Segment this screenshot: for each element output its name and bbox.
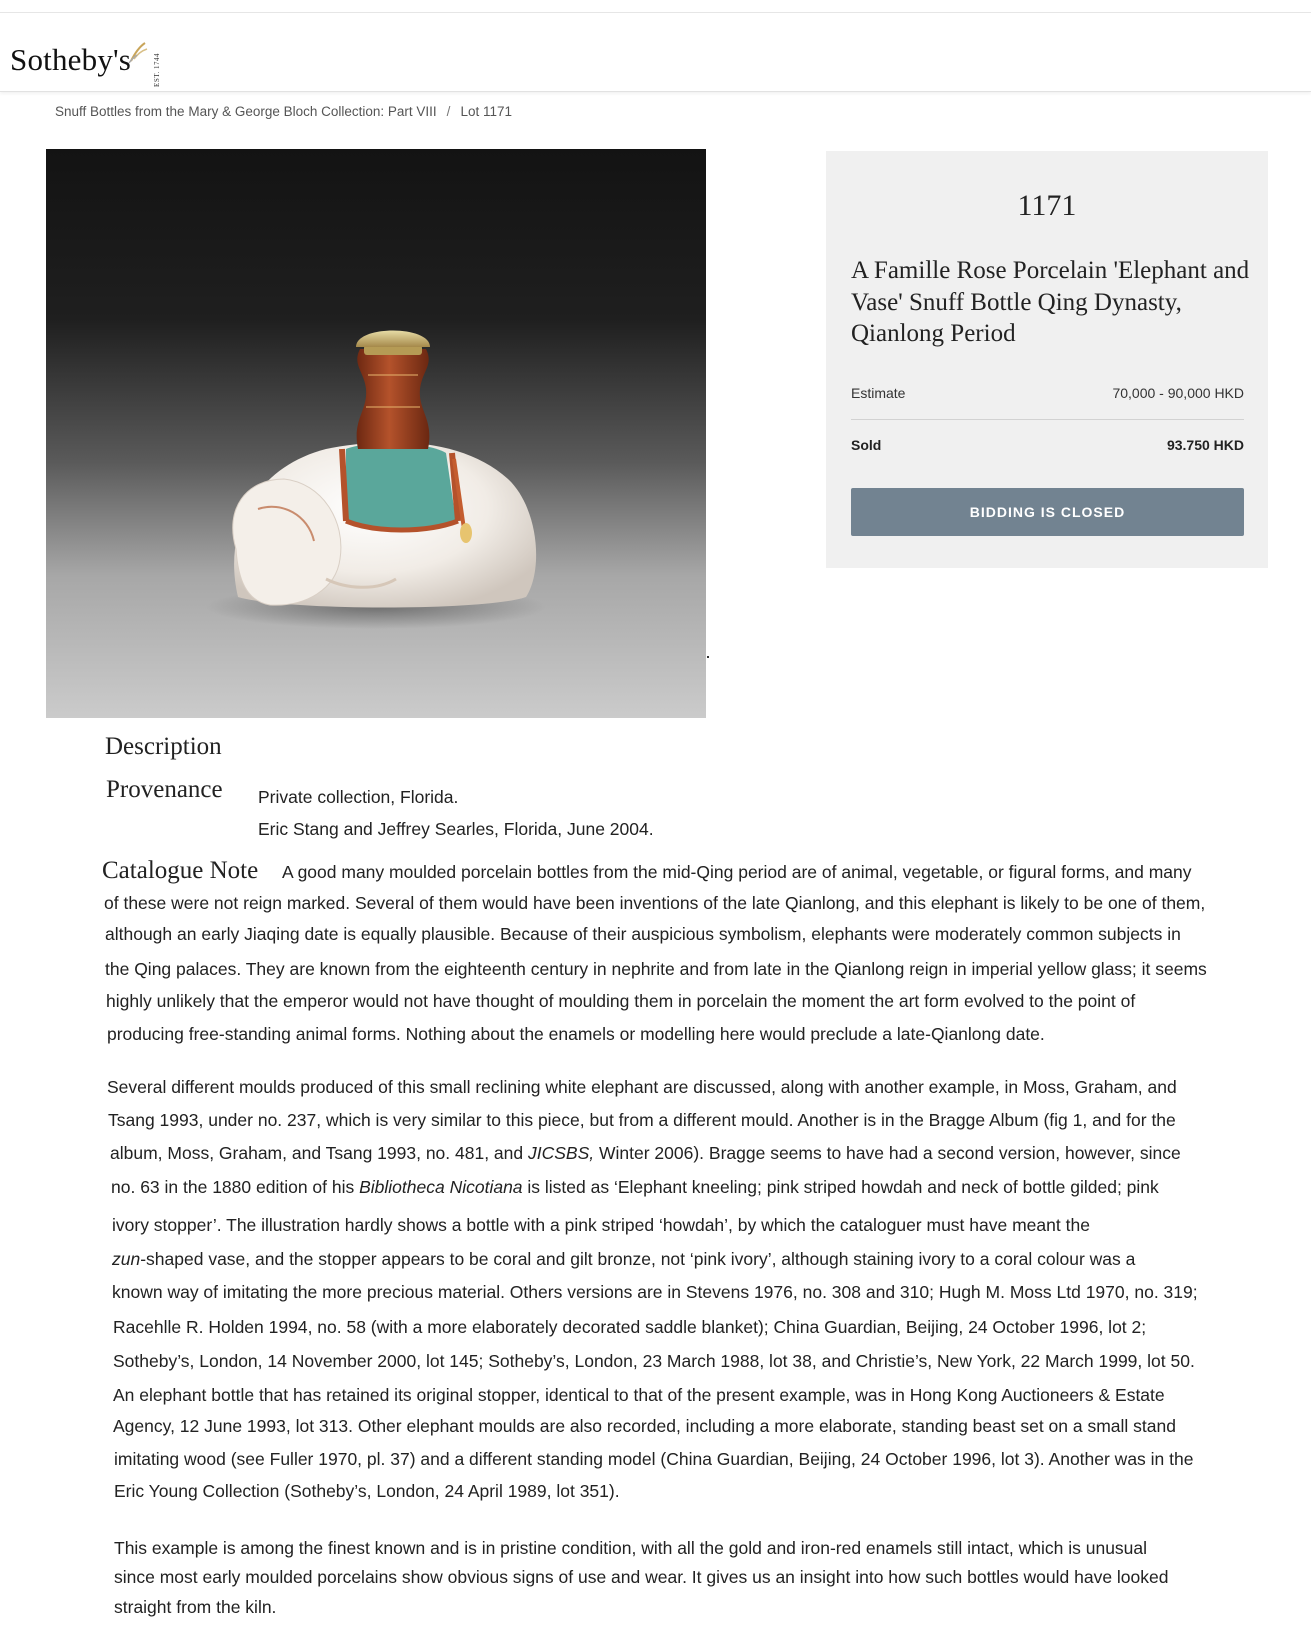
text-line: This example is among the finest known and is in pristine condition, with all the gold and iron-red enamels still intact, which is unusual: [114, 1538, 1148, 1558]
sothebys-logo[interactable]: [10, 43, 161, 87]
journal-title-italic: JICSBS,: [528, 1143, 595, 1163]
provenance-text: [258, 781, 654, 845]
text-line: Several different moulds produced of this small reclining white elephant are discussed, along with another example, in Moss, Graham, and: [107, 1077, 1177, 1097]
text-line: Eric Young Collection (Sotheby’s, London, 24 April 1989, lot 351).: [114, 1481, 620, 1501]
text-line: Agency, 12 June 1993, lot 313. Other elephant moulds are also recorded, including a more elaborate, standing beast set on a small stand: [113, 1416, 1176, 1436]
text-line: since most early moulded porcelains show obvious signs of use and wear. It gives us an insight into how such bottles would have looked: [114, 1567, 1169, 1587]
estimate-row: [851, 385, 1244, 401]
provenance-line: Private collection, Florida.: [258, 787, 459, 807]
sold-label: Sold: [851, 437, 882, 453]
catalogue-note-heading: Catalogue Note: [102, 857, 259, 884]
text-line: highly unlikely that the emperor would not have thought of moulding them in porcelain the moment the art form evolved to the point of: [106, 991, 1136, 1011]
text-line: producing free-standing animal forms. Nothing about the enamels or modelling here would preclude a late-Qianlong date.: [107, 1024, 1045, 1044]
lot-title: A Famille Rose Porcelain 'Elephant and Vase' Snuff Bottle Qing Dynasty, Qianlong Period: [851, 257, 1250, 347]
text-line: although an early Jiaqing date is equally plausible. Because of their auspicious symbolism, elephants were moderately common subjects in: [105, 924, 1181, 944]
snuff-bottle-photo: [46, 149, 706, 718]
text-line: ivory stopper’. The illustration hardly shows a bottle with a pink striped ‘howdah’, by which the cataloguer must have meant the: [112, 1215, 1090, 1235]
provenance-heading: Provenance: [106, 776, 223, 803]
term-italic: zun: [112, 1249, 141, 1269]
site-header: [0, 13, 1311, 92]
text-line: straight from the kiln.: [114, 1597, 277, 1617]
provenance-line: Eric Stang and Jeffrey Searles, Florida, June 2004.: [258, 819, 654, 839]
text-line: [110, 1143, 1181, 1164]
text-line: A good many moulded porcelain bottles from the mid-Qing period are of animal, vegetable, or figural forms, and many: [282, 862, 1192, 882]
text-run: -shaped vase, and the stopper appears to be coral and gilt bronze, not ‘pink ivory’, although staining ivory to a coral colour was a: [140, 1249, 1136, 1269]
text-run: no. 63 in the 1880 edition of his: [111, 1177, 360, 1197]
panel-divider: [851, 419, 1244, 420]
text-run: is listed as ‘Elephant kneeling; pink striped howdah and neck of bottle gilded; pink: [522, 1177, 1159, 1197]
breadcrumb: [55, 104, 512, 119]
text-line: An elephant bottle that has retained its original stopper, identical to that of the present example, was in Hong Kong Auctioneers & Estate: [113, 1385, 1165, 1405]
text-line: known way of imitating the more precious material. Others versions are in Stevens 1976, no. 308 and 310; Hugh M. Moss Ltd 1970, no. 319;: [112, 1282, 1198, 1302]
breadcrumb-lot-link[interactable]: Lot 1171: [460, 104, 512, 119]
text-line: [112, 1249, 1135, 1270]
logo-est-1744: EST. 1744: [153, 53, 162, 87]
text-line: of these were not reign marked. Several of them would have been inventions of the late Qianlong, and this elephant is likely to be one of them,: [104, 893, 1206, 913]
bidding-closed-button[interactable]: BIDDING IS CLOSED: [851, 488, 1244, 536]
breadcrumb-separator: /: [446, 104, 451, 119]
text-line: [111, 1177, 1159, 1198]
breadcrumb-sale-link[interactable]: Snuff Bottles from the Mary & George Bloch Collection: Part VIII: [55, 104, 437, 119]
text-line: Sotheby’s, London, 14 November 2000, lot 145; Sotheby’s, London, 23 March 1988, lot 38, and Christie’s, New York, 22 March 1999, lot 50.: [113, 1351, 1195, 1371]
logo-wordmark: Sotheby's: [10, 42, 132, 77]
description-heading: Description: [105, 733, 222, 760]
text-line: Tsang 1993, under no. 237, which is very similar to this piece, but from a different mould. Another is in the Bragge Album (fig 1, and for the: [108, 1110, 1176, 1130]
text-line: imitating wood (see Fuller 1970, pl. 37) and a different standing model (China Guardian, Beijing, 24 October 1996, lot 3). Another was in the: [114, 1449, 1194, 1469]
text-line: Racehlle R. Holden 1994, no. 58 (with a more elaborately decorated saddle blanket); China Guardian, Beijing, 24 October 1996, lot 2;: [113, 1317, 1147, 1337]
lot-info-panel: [826, 151, 1268, 568]
logo-flourish-icon: [125, 39, 151, 69]
stray-dot: [707, 656, 709, 658]
estimate-label: Estimate: [851, 385, 906, 401]
sold-value: 93.750 HKD: [1166, 437, 1244, 453]
text-run: Winter 2006). Bragge seems to have had a second version, however, since: [594, 1143, 1181, 1163]
text-line: the Qing palaces. They are known from the eighteenth century in nephrite and from late in the Qianlong reign in imperial yellow glass; it seems: [105, 959, 1207, 979]
estimate-value: 70,000 - 90,000 HKD: [1112, 385, 1244, 401]
lot-image[interactable]: [46, 149, 706, 718]
lot-number: 1171: [1017, 189, 1077, 222]
sold-row: [851, 437, 1244, 453]
text-run: album, Moss, Graham, and Tsang 1993, no. 481, and: [110, 1143, 528, 1163]
book-title-italic: Bibliotheca Nicotiana: [359, 1177, 523, 1197]
